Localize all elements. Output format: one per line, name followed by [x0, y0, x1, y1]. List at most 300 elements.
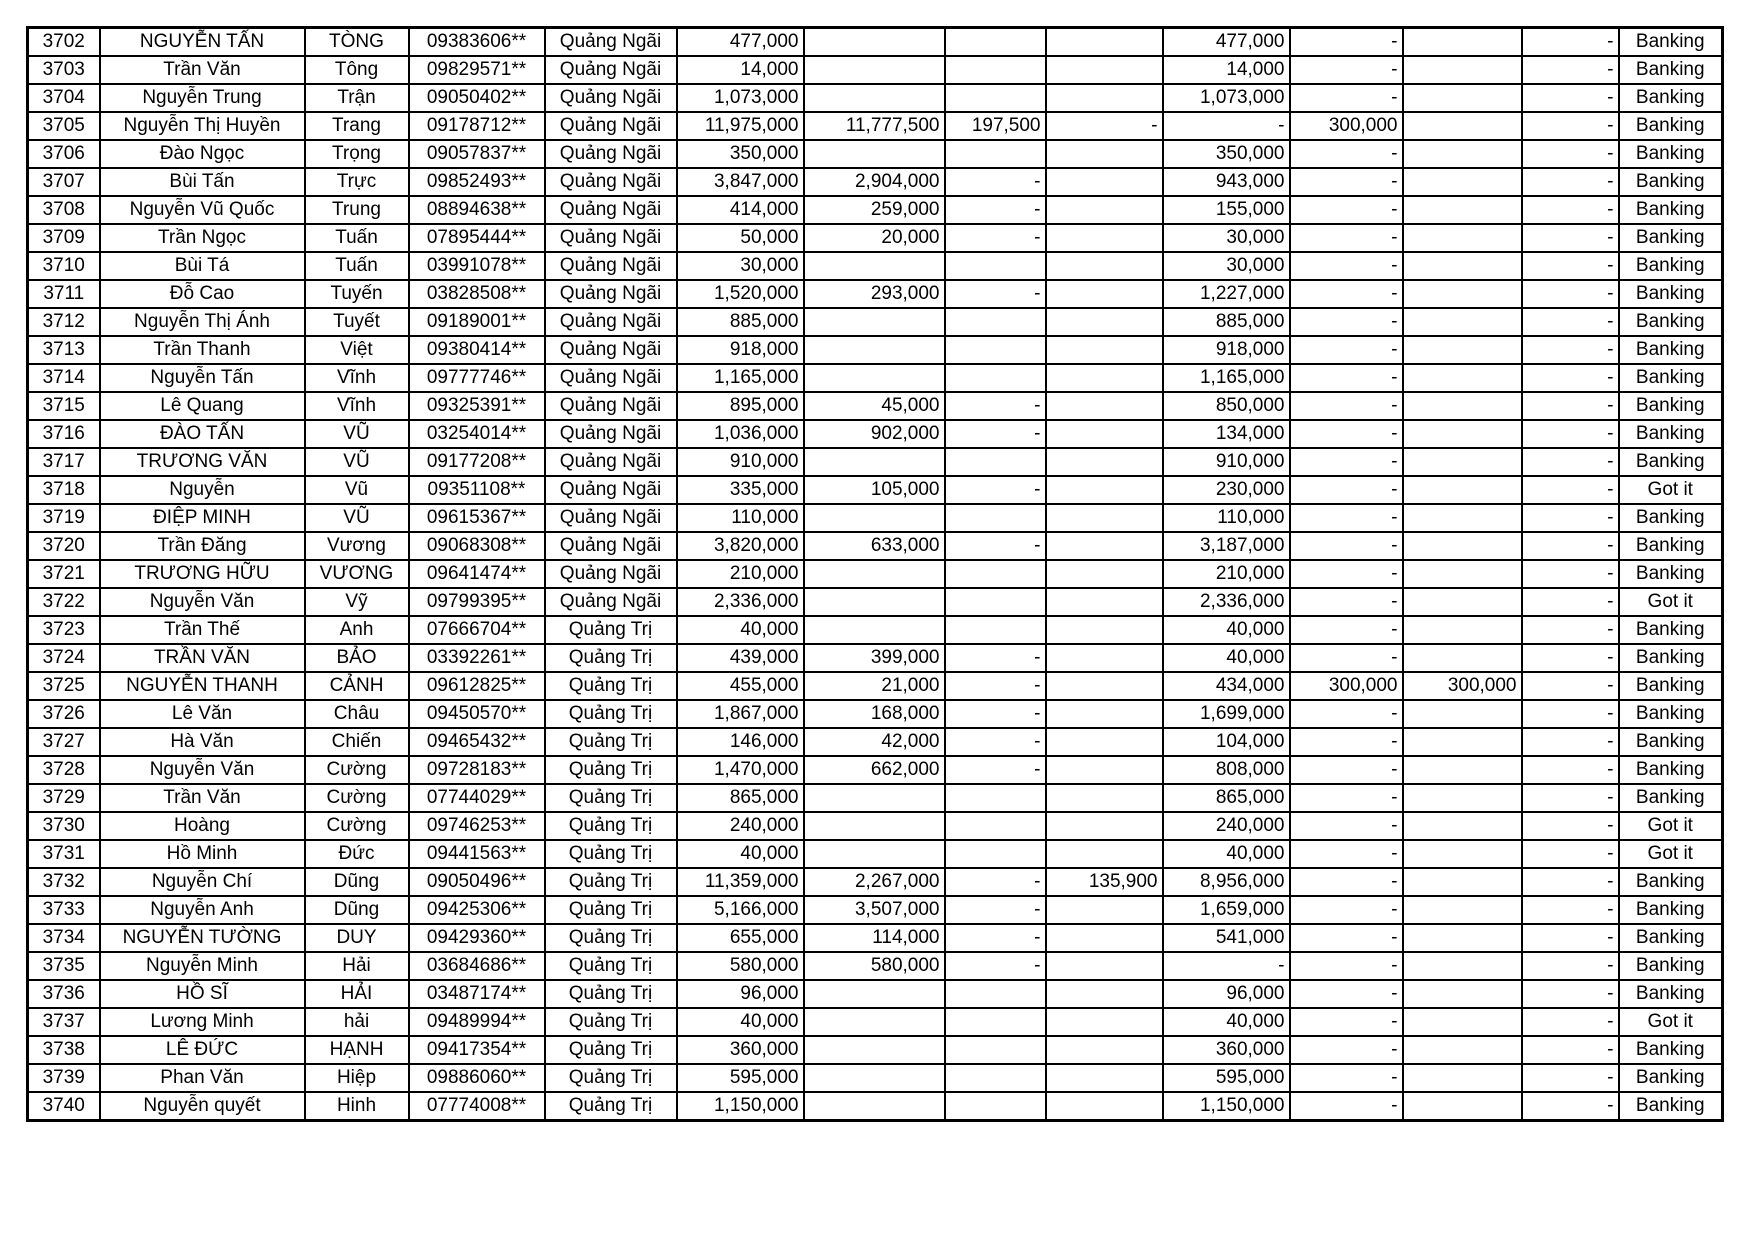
- cell-amount-6: -: [1290, 56, 1403, 84]
- cell-amount-5: 40,000: [1163, 840, 1290, 868]
- cell-amount-5: 240,000: [1163, 812, 1290, 840]
- cell-status: Banking: [1619, 756, 1723, 784]
- cell-amount-7: [1403, 84, 1522, 112]
- cell-amount-6: -: [1290, 980, 1403, 1008]
- cell-amount-7: [1403, 28, 1522, 57]
- cell-amount-5: 40,000: [1163, 644, 1290, 672]
- cell-phone: 03828508**: [409, 280, 545, 308]
- cell-amount-2: [804, 364, 945, 392]
- cell-amount-8: -: [1522, 476, 1619, 504]
- cell-phone: 09050402**: [409, 84, 545, 112]
- table-row: [28, 336, 1723, 364]
- cell-amount-8: -: [1522, 1008, 1619, 1036]
- cell-phone: 09050496**: [409, 868, 545, 896]
- cell-phone: 09612825**: [409, 672, 545, 700]
- cell-province: Quảng Trị: [545, 672, 677, 700]
- cell-amount-2: [804, 616, 945, 644]
- cell-middle-name: Trần Văn: [100, 56, 305, 84]
- cell-phone: 09068308**: [409, 532, 545, 560]
- cell-province: Quảng Ngãi: [545, 588, 677, 616]
- cell-amount-4: [1046, 980, 1163, 1008]
- cell-status: Banking: [1619, 280, 1723, 308]
- cell-id: 3726: [28, 700, 100, 728]
- cell-amount-7: [1403, 812, 1522, 840]
- cell-first-name: BẢO: [305, 644, 409, 672]
- cell-first-name: Cường: [305, 756, 409, 784]
- cell-province: Quảng Trị: [545, 868, 677, 896]
- cell-status: Banking: [1619, 224, 1723, 252]
- table-row: [28, 532, 1723, 560]
- cell-status: Banking: [1619, 140, 1723, 168]
- cell-amount-8: -: [1522, 560, 1619, 588]
- cell-amount-8: -: [1522, 1036, 1619, 1064]
- cell-amount-2: [804, 56, 945, 84]
- cell-amount-1: 40,000: [677, 840, 804, 868]
- cell-amount-1: 1,036,000: [677, 420, 804, 448]
- cell-id: 3717: [28, 448, 100, 476]
- cell-middle-name: Lê Văn: [100, 700, 305, 728]
- cell-first-name: hải: [305, 1008, 409, 1036]
- cell-amount-3: [945, 616, 1046, 644]
- cell-amount-3: [945, 308, 1046, 336]
- cell-amount-8: -: [1522, 924, 1619, 952]
- cell-first-name: Hải: [305, 952, 409, 980]
- cell-first-name: HẠNH: [305, 1036, 409, 1064]
- cell-middle-name: Trần Ngọc: [100, 224, 305, 252]
- cell-amount-2: 114,000: [804, 924, 945, 952]
- cell-amount-1: 1,520,000: [677, 280, 804, 308]
- cell-amount-2: [804, 448, 945, 476]
- cell-amount-3: -: [945, 700, 1046, 728]
- cell-amount-8: -: [1522, 616, 1619, 644]
- cell-amount-5: 885,000: [1163, 308, 1290, 336]
- cell-amount-5: 477,000: [1163, 28, 1290, 57]
- cell-first-name: Hiệp: [305, 1064, 409, 1092]
- cell-amount-8: -: [1522, 952, 1619, 980]
- cell-amount-5: -: [1163, 112, 1290, 140]
- cell-amount-4: [1046, 252, 1163, 280]
- cell-amount-7: [1403, 1036, 1522, 1064]
- cell-status: Banking: [1619, 700, 1723, 728]
- table-row: [28, 616, 1723, 644]
- cell-amount-3: -: [945, 224, 1046, 252]
- cell-amount-8: -: [1522, 812, 1619, 840]
- cell-amount-1: 655,000: [677, 924, 804, 952]
- cell-amount-1: 11,359,000: [677, 868, 804, 896]
- table-row: [28, 280, 1723, 308]
- cell-amount-2: 105,000: [804, 476, 945, 504]
- cell-amount-8: -: [1522, 280, 1619, 308]
- cell-amount-3: [945, 336, 1046, 364]
- cell-status: Banking: [1619, 196, 1723, 224]
- cell-status: Banking: [1619, 1036, 1723, 1064]
- cell-first-name: Dũng: [305, 896, 409, 924]
- cell-amount-2: 633,000: [804, 532, 945, 560]
- cell-status: Got it: [1619, 812, 1723, 840]
- cell-id: 3718: [28, 476, 100, 504]
- cell-amount-8: -: [1522, 448, 1619, 476]
- cell-amount-4: [1046, 700, 1163, 728]
- cell-amount-8: -: [1522, 224, 1619, 252]
- cell-province: Quảng Trị: [545, 700, 677, 728]
- cell-province: Quảng Ngãi: [545, 308, 677, 336]
- cell-amount-5: 1,165,000: [1163, 364, 1290, 392]
- cell-status: Banking: [1619, 252, 1723, 280]
- cell-id: 3725: [28, 672, 100, 700]
- cell-amount-7: [1403, 840, 1522, 868]
- cell-middle-name: Đỗ Cao: [100, 280, 305, 308]
- cell-status: Banking: [1619, 560, 1723, 588]
- cell-phone: 09325391**: [409, 392, 545, 420]
- cell-id: 3712: [28, 308, 100, 336]
- cell-amount-5: 1,227,000: [1163, 280, 1290, 308]
- cell-amount-6: -: [1290, 924, 1403, 952]
- cell-amount-4: [1046, 196, 1163, 224]
- cell-middle-name: Nguyễn Trung: [100, 84, 305, 112]
- cell-amount-3: -: [945, 896, 1046, 924]
- cell-amount-1: 1,073,000: [677, 84, 804, 112]
- cell-amount-4: [1046, 448, 1163, 476]
- cell-amount-8: -: [1522, 112, 1619, 140]
- cell-first-name: Cường: [305, 784, 409, 812]
- cell-middle-name: Lê Quang: [100, 392, 305, 420]
- cell-amount-2: [804, 28, 945, 57]
- cell-amount-1: 14,000: [677, 56, 804, 84]
- cell-amount-4: [1046, 784, 1163, 812]
- cell-middle-name: Hà Văn: [100, 728, 305, 756]
- cell-id: 3734: [28, 924, 100, 952]
- cell-amount-8: -: [1522, 868, 1619, 896]
- cell-middle-name: Nguyễn: [100, 476, 305, 504]
- cell-status: Banking: [1619, 364, 1723, 392]
- cell-amount-2: [804, 784, 945, 812]
- cell-phone: 09615367**: [409, 504, 545, 532]
- cell-amount-2: [804, 308, 945, 336]
- table-row: [28, 1064, 1723, 1092]
- cell-amount-7: 300,000: [1403, 672, 1522, 700]
- cell-amount-4: [1046, 560, 1163, 588]
- cell-first-name: TÒNG: [305, 28, 409, 57]
- cell-phone: 03684686**: [409, 952, 545, 980]
- cell-id: 3729: [28, 784, 100, 812]
- cell-province: Quảng Trị: [545, 1064, 677, 1092]
- cell-amount-2: 168,000: [804, 700, 945, 728]
- cell-amount-4: [1046, 840, 1163, 868]
- cell-amount-6: -: [1290, 728, 1403, 756]
- cell-amount-4: [1046, 364, 1163, 392]
- cell-first-name: CẢNH: [305, 672, 409, 700]
- cell-id: 3716: [28, 420, 100, 448]
- cell-amount-6: -: [1290, 1064, 1403, 1092]
- cell-phone: 07895444**: [409, 224, 545, 252]
- cell-amount-7: [1403, 224, 1522, 252]
- cell-phone: 09417354**: [409, 1036, 545, 1064]
- cell-amount-7: [1403, 784, 1522, 812]
- cell-middle-name: ĐIỆP MINH: [100, 504, 305, 532]
- cell-amount-3: [945, 588, 1046, 616]
- cell-amount-3: -: [945, 420, 1046, 448]
- cell-province: Quảng Ngãi: [545, 336, 677, 364]
- cell-province: Quảng Ngãi: [545, 476, 677, 504]
- cell-amount-8: -: [1522, 504, 1619, 532]
- cell-amount-4: [1046, 672, 1163, 700]
- cell-province: Quảng Ngãi: [545, 168, 677, 196]
- cell-middle-name: Nguyễn Anh: [100, 896, 305, 924]
- cell-middle-name: Hoàng: [100, 812, 305, 840]
- cell-province: Quảng Ngãi: [545, 280, 677, 308]
- cell-amount-6: -: [1290, 420, 1403, 448]
- cell-amount-5: 14,000: [1163, 56, 1290, 84]
- cell-id: 3706: [28, 140, 100, 168]
- cell-phone: 09441563**: [409, 840, 545, 868]
- table-row: [28, 952, 1723, 980]
- cell-middle-name: TRƯƠNG VĂN: [100, 448, 305, 476]
- cell-amount-6: -: [1290, 952, 1403, 980]
- cell-first-name: Trực: [305, 168, 409, 196]
- cell-amount-2: [804, 980, 945, 1008]
- cell-amount-3: -: [945, 952, 1046, 980]
- cell-amount-3: [945, 448, 1046, 476]
- cell-amount-4: [1046, 280, 1163, 308]
- cell-amount-8: -: [1522, 588, 1619, 616]
- cell-amount-7: [1403, 1008, 1522, 1036]
- cell-first-name: Châu: [305, 700, 409, 728]
- cell-amount-8: -: [1522, 420, 1619, 448]
- cell-amount-5: 541,000: [1163, 924, 1290, 952]
- cell-amount-3: -: [945, 280, 1046, 308]
- cell-amount-2: [804, 504, 945, 532]
- cell-amount-3: [945, 1064, 1046, 1092]
- cell-first-name: Trang: [305, 112, 409, 140]
- cell-amount-5: 40,000: [1163, 1008, 1290, 1036]
- cell-amount-7: [1403, 700, 1522, 728]
- cell-amount-3: [945, 840, 1046, 868]
- cell-province: Quảng Ngãi: [545, 420, 677, 448]
- cell-amount-7: [1403, 112, 1522, 140]
- table-row: [28, 196, 1723, 224]
- cell-phone: 09829571**: [409, 56, 545, 84]
- cell-amount-7: [1403, 532, 1522, 560]
- table-row: [28, 140, 1723, 168]
- cell-id: 3713: [28, 336, 100, 364]
- cell-province: Quảng Trị: [545, 952, 677, 980]
- cell-province: Quảng Trị: [545, 616, 677, 644]
- cell-amount-2: [804, 84, 945, 112]
- cell-status: Banking: [1619, 728, 1723, 756]
- cell-province: Quảng Trị: [545, 1092, 677, 1121]
- cell-amount-7: [1403, 616, 1522, 644]
- cell-middle-name: Nguyễn Văn: [100, 756, 305, 784]
- cell-status: Banking: [1619, 448, 1723, 476]
- cell-first-name: Tuấn: [305, 224, 409, 252]
- cell-amount-1: 5,166,000: [677, 896, 804, 924]
- cell-amount-3: [945, 140, 1046, 168]
- cell-phone: 09728183**: [409, 756, 545, 784]
- cell-amount-2: 399,000: [804, 644, 945, 672]
- cell-first-name: VŨ: [305, 448, 409, 476]
- table-row: [28, 924, 1723, 952]
- cell-status: Banking: [1619, 112, 1723, 140]
- cell-status: Banking: [1619, 336, 1723, 364]
- cell-amount-3: [945, 560, 1046, 588]
- table-row: [28, 560, 1723, 588]
- cell-phone: 09489994**: [409, 1008, 545, 1036]
- cell-amount-5: 434,000: [1163, 672, 1290, 700]
- cell-province: Quảng Trị: [545, 784, 677, 812]
- cell-amount-4: [1046, 756, 1163, 784]
- table-row: [28, 588, 1723, 616]
- cell-id: 3730: [28, 812, 100, 840]
- cell-id: 3738: [28, 1036, 100, 1064]
- cell-amount-8: -: [1522, 728, 1619, 756]
- table-row: [28, 1092, 1723, 1121]
- cell-amount-8: -: [1522, 252, 1619, 280]
- cell-first-name: Cường: [305, 812, 409, 840]
- cell-amount-7: [1403, 504, 1522, 532]
- cell-province: Quảng Ngãi: [545, 504, 677, 532]
- cell-status: Banking: [1619, 784, 1723, 812]
- cell-amount-6: -: [1290, 560, 1403, 588]
- cell-first-name: Chiến: [305, 728, 409, 756]
- table-row: [28, 112, 1723, 140]
- cell-amount-3: 197,500: [945, 112, 1046, 140]
- cell-amount-3: -: [945, 672, 1046, 700]
- cell-phone: 09177208**: [409, 448, 545, 476]
- cell-amount-2: [804, 1092, 945, 1121]
- cell-province: Quảng Ngãi: [545, 112, 677, 140]
- table-row: [28, 1008, 1723, 1036]
- cell-province: Quảng Trị: [545, 728, 677, 756]
- cell-amount-1: 1,867,000: [677, 700, 804, 728]
- cell-amount-6: -: [1290, 196, 1403, 224]
- cell-status: Banking: [1619, 84, 1723, 112]
- cell-amount-2: 3,507,000: [804, 896, 945, 924]
- cell-amount-2: 20,000: [804, 224, 945, 252]
- cell-amount-7: [1403, 644, 1522, 672]
- cell-province: Quảng Trị: [545, 896, 677, 924]
- cell-amount-2: 293,000: [804, 280, 945, 308]
- cell-amount-6: -: [1290, 812, 1403, 840]
- cell-amount-6: -: [1290, 700, 1403, 728]
- cell-id: 3733: [28, 896, 100, 924]
- table-row: [28, 896, 1723, 924]
- cell-province: Quảng Trị: [545, 812, 677, 840]
- cell-amount-8: -: [1522, 1064, 1619, 1092]
- cell-status: Banking: [1619, 924, 1723, 952]
- cell-amount-8: -: [1522, 980, 1619, 1008]
- cell-phone: 09886060**: [409, 1064, 545, 1092]
- cell-status: Got it: [1619, 1008, 1723, 1036]
- cell-amount-7: [1403, 896, 1522, 924]
- cell-amount-5: 40,000: [1163, 616, 1290, 644]
- table-row: [28, 812, 1723, 840]
- cell-amount-2: 662,000: [804, 756, 945, 784]
- cell-amount-1: 414,000: [677, 196, 804, 224]
- cell-amount-6: -: [1290, 308, 1403, 336]
- cell-amount-7: [1403, 728, 1522, 756]
- cell-status: Got it: [1619, 588, 1723, 616]
- cell-phone: 07666704**: [409, 616, 545, 644]
- cell-amount-6: -: [1290, 756, 1403, 784]
- table-row: [28, 252, 1723, 280]
- cell-amount-3: -: [945, 868, 1046, 896]
- cell-amount-2: [804, 1036, 945, 1064]
- cell-amount-5: 8,956,000: [1163, 868, 1290, 896]
- cell-amount-3: [945, 1036, 1046, 1064]
- cell-first-name: Đức: [305, 840, 409, 868]
- cell-amount-3: -: [945, 168, 1046, 196]
- cell-amount-5: 110,000: [1163, 504, 1290, 532]
- cell-amount-5: 3,187,000: [1163, 532, 1290, 560]
- cell-middle-name: TRẦN VĂN: [100, 644, 305, 672]
- cell-id: 3724: [28, 644, 100, 672]
- cell-amount-5: 96,000: [1163, 980, 1290, 1008]
- cell-first-name: Vĩnh: [305, 392, 409, 420]
- cell-status: Banking: [1619, 672, 1723, 700]
- cell-amount-1: 477,000: [677, 28, 804, 57]
- cell-amount-1: 40,000: [677, 616, 804, 644]
- cell-first-name: Vương: [305, 532, 409, 560]
- cell-amount-1: 1,150,000: [677, 1092, 804, 1121]
- cell-province: Quảng Trị: [545, 924, 677, 952]
- cell-first-name: Tông: [305, 56, 409, 84]
- cell-province: Quảng Ngãi: [545, 84, 677, 112]
- cell-first-name: Hinh: [305, 1092, 409, 1121]
- table-row: [28, 840, 1723, 868]
- cell-phone: 08894638**: [409, 196, 545, 224]
- cell-amount-7: [1403, 392, 1522, 420]
- cell-amount-8: -: [1522, 196, 1619, 224]
- cell-amount-8: -: [1522, 1092, 1619, 1121]
- cell-amount-2: [804, 336, 945, 364]
- cell-id: 3715: [28, 392, 100, 420]
- cell-amount-5: 30,000: [1163, 224, 1290, 252]
- cell-amount-5: 943,000: [1163, 168, 1290, 196]
- cell-id: 3708: [28, 196, 100, 224]
- cell-amount-5: 350,000: [1163, 140, 1290, 168]
- cell-amount-6: -: [1290, 280, 1403, 308]
- cell-middle-name: HỒ SĨ: [100, 980, 305, 1008]
- table-row: [28, 784, 1723, 812]
- cell-middle-name: Nguyễn Thị Huyền: [100, 112, 305, 140]
- cell-amount-6: -: [1290, 84, 1403, 112]
- cell-amount-8: -: [1522, 840, 1619, 868]
- cell-amount-6: -: [1290, 504, 1403, 532]
- cell-amount-3: [945, 504, 1046, 532]
- cell-phone: 03254014**: [409, 420, 545, 448]
- cell-province: Quảng Ngãi: [545, 532, 677, 560]
- cell-amount-5: 155,000: [1163, 196, 1290, 224]
- cell-middle-name: Bùi Tấn: [100, 168, 305, 196]
- cell-amount-4: [1046, 1064, 1163, 1092]
- cell-first-name: Vũ: [305, 476, 409, 504]
- cell-amount-5: 2,336,000: [1163, 588, 1290, 616]
- cell-middle-name: Trần Đăng: [100, 532, 305, 560]
- cell-amount-4: [1046, 476, 1163, 504]
- cell-amount-5: 1,073,000: [1163, 84, 1290, 112]
- cell-amount-5: 595,000: [1163, 1064, 1290, 1092]
- cell-middle-name: Nguyễn quyết: [100, 1092, 305, 1121]
- cell-amount-1: 50,000: [677, 224, 804, 252]
- cell-amount-5: 850,000: [1163, 392, 1290, 420]
- cell-amount-8: -: [1522, 56, 1619, 84]
- cell-amount-2: [804, 140, 945, 168]
- cell-phone: 09799395**: [409, 588, 545, 616]
- cell-amount-2: 21,000: [804, 672, 945, 700]
- cell-amount-8: -: [1522, 364, 1619, 392]
- cell-province: Quảng Trị: [545, 980, 677, 1008]
- cell-amount-8: -: [1522, 28, 1619, 57]
